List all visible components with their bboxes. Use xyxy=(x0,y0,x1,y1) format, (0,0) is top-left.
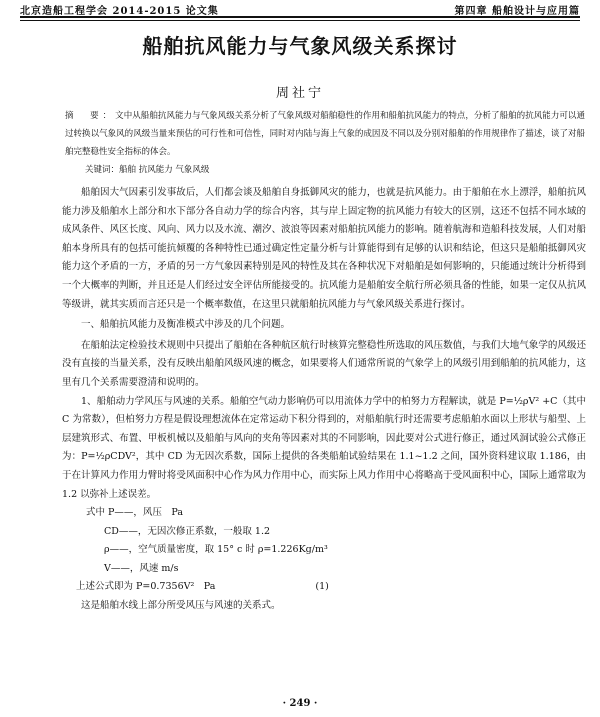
variable-definition: V——，风速 m/s xyxy=(104,562,179,574)
formula-line xyxy=(76,578,586,597)
article-body xyxy=(62,184,586,616)
abstract-label: 摘 要： xyxy=(65,111,116,121)
article-title: 船舶抗风能力与气象风级关系探讨 xyxy=(142,34,458,58)
section-heading: 一、船舶抗风能力及衡准模式中涉及的几个问题。 xyxy=(81,319,291,331)
header-rule-thick xyxy=(20,16,580,18)
running-header xyxy=(20,2,580,16)
variable-definition: ρ——，空气质量密度，取 15° c 时 ρ=1.226Kg/m³ xyxy=(104,544,328,556)
formula-number: (1) xyxy=(315,581,329,593)
abstract-text: 文中从船舶抗风能力与气象风级关系分析了气象风级对船舶稳性的作用和船舶抗风能力的特点，分析了船舶的抗风能力可以通过转换以气象风的风级当量来预估的可行性和可信性，同时对内陆与海上气象的成因及不同以及分别对船舶的作用规律作了描述，谈了对船舶完整稳性安全指标的体会。 xyxy=(65,111,585,157)
keywords xyxy=(85,163,585,177)
header-rule-thin xyxy=(20,20,580,21)
body-paragraph: 这是船舶水线上部分所受风压与风速的关系式。 xyxy=(81,600,281,612)
keywords-label: 关键词： xyxy=(85,165,120,175)
variable-definition: 式中 P——，风压 Pa xyxy=(86,507,184,519)
page-number: · 249 · xyxy=(282,698,318,709)
header-proceedings-title: 北京造船工程学会 2014-2015 论文集 xyxy=(20,6,219,17)
author-name: 周社宁 xyxy=(275,86,324,101)
variable-definition: CD——，无因次修正系数，一般取 1.2 xyxy=(104,525,271,537)
keywords-text: 船舶 抗风能力 气象风级 xyxy=(119,165,210,175)
header-chapter-title: 第四章 船舶设计与应用篇 xyxy=(454,6,580,17)
body-paragraph: 船舶因大气因素引发事故后，人们都会谈及船舶自身抵御风灾的能力，也就是抗风能力。由于船舶在水上漂浮，船舶抗风能力涉及船舶水上部分和水下部分各自动力学的综合内容，其与岸上固定物的抗风能力有较大的区别，这还不包括不同水域的成风条件、风区长度、风向、风力以及水流、潮汐、波浪等因素对船舶抗风能力的影响。随着航海和造船科技发展，人们对船舶本身所具有的包括可能抗倾覆的各种特性已通过确定性定量分析与计算能得到有足够的认识和结论，但这只是船舶抵御风灾能力这个矛盾的一方，矛盾的另一方气象因素特别是风的特性及其在各种状况下对船舶是如何影响的，只能通过统计分析得到一个大概率的判断，并且还是人们经过安全评估所能接受的。抗风能力是船舶安全航行所必须具备的性能，如果一定仅从抗风等级讲，就其实质而言还只是一个概率数值，在这里只就船舶抗风能力与气象风级关系进行探讨。 xyxy=(62,187,586,310)
abstract xyxy=(65,107,585,161)
body-paragraph: 在船舶法定检验技术规则中只提出了船舶在各种航区航行时核算完整稳性所选取的风压数值，与我们大地气象学的风级还没有直接的当量关系，没有反映出船舶风级风速的概念，如果要将人们通常所说的气象学上的风级引用到船舶的抗风能力，这里有几个关系需要澄清和说明的。 xyxy=(62,339,586,388)
formula-text: 上述公式即为 P=0.7356V² Pa xyxy=(76,581,216,593)
body-paragraph: 1、船舶动力学风压与风速的关系。船舶空气动力影响仍可以用流体力学中的柏努力方程解读，就是 P=½ρV² +C（其中 C 为常数），但柏努力方程是假设理想流体在定常运动下积分得到的，对船舶航行时还需要考虑船舶水面以上形状与船型、上层建筑形式、布置、甲板机械以及船舶与风向的夹角等因素对其的不同影响，因此要对公式进行修正，通过风洞试验公式修正为：P=½ρCDV²，其中 CD 为无因次系数，国际上提供的各类船舶试验结果在 1.1~1.2 之间，国外资料建议取 1.186，由于在计算风力作用力臂时将受风面积中心作为风力作用中心，而实际上风力作用中心将略高于受风面积中心，国际上通常取为 1.2 以弥补上述误差。 xyxy=(62,395,586,500)
